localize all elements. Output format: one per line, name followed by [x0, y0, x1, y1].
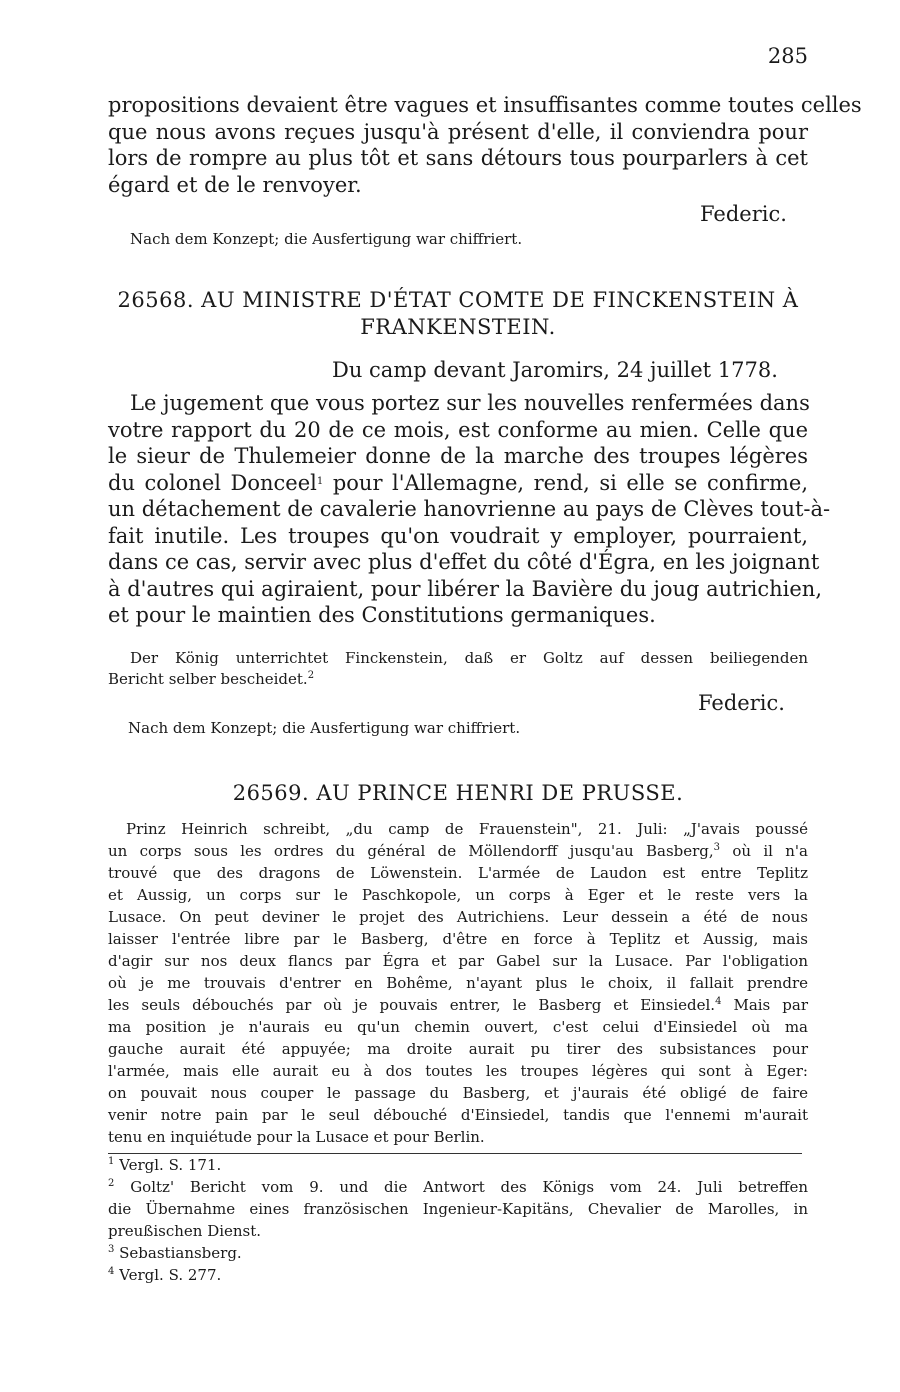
text-line: le sieur de Thulemeier donne de la marche des troupes légères [108, 444, 808, 468]
footnote-mark: 1 [108, 1156, 115, 1167]
text-line: dans ce cas, servir avec plus d'effet du côté d'Égra, en les joignant [108, 550, 820, 574]
text-line [108, 669, 808, 690]
text-fragment: les seuls débouchés par où je pouvais entrer, le Basberg et Einsiedel. [108, 996, 716, 1014]
source-note: Nach dem Konzept; die Ausfertigung war chiffriert. [128, 719, 521, 737]
text-line: et Aussig, un corps sur le Paschkopole, un corps à Eger et le reste vers la [108, 886, 808, 904]
editorial-note [108, 648, 808, 690]
text-line: où je me trouvais d'entrer en Bohême, n'ayant plus le choix, il fallait prendre [108, 974, 808, 992]
text-line: propositions devaient être vagues et insuffisantes comme toutes celles [108, 93, 862, 117]
text-line: votre rapport du 20 de ce mois, est conforme au mien. Celle que [108, 417, 808, 442]
signature-federic: Federic. [700, 202, 787, 226]
text-line: Prinz Heinrich schreibt, „du camp de Frauenstein", 21. Juli: „J'avais poussé [126, 820, 808, 838]
text-line: un détachement de cavalerie hanovrienne au pays de Clèves tout-à- [108, 497, 831, 521]
footnote-1 [108, 1154, 808, 1176]
text-line: à d'autres qui agiraient, pour libérer la Bavière du joug autrichien, [108, 576, 822, 601]
footnote-text: Vergl. S. 277. [119, 1266, 222, 1284]
text-line: que nous avons reçues jusqu'à présent d'elle, il conviendra pour [108, 119, 808, 144]
text-line: et pour le maintien des Constitutions germaniques. [108, 603, 656, 627]
text-line: gauche aurait été appuyée; ma droite aurait pu tirer des subsistances pour [108, 1040, 808, 1058]
footnote-2 [108, 1176, 808, 1198]
text-line: venir notre pain par le seul débouché d'Einsiedel, tandis que l'ennemi m'aurait [108, 1106, 808, 1124]
text-line: Der König unterrichtet Finckenstein, daß er Goltz auf dessen beiliegenden [130, 649, 808, 667]
text-line [108, 470, 808, 497]
footnote-mark: 2 [108, 1178, 115, 1189]
text-fragment: un corps sous les ordres du général de Möllendorff jusqu'au Basberg, [108, 842, 714, 860]
footnote-ref-3[interactable]: 3 [713, 842, 721, 853]
footnote-mark: 4 [108, 1266, 115, 1277]
signature-federic: Federic. [698, 691, 785, 715]
text-line: tenu en inquiétude pour la Lusace et pour Berlin. [108, 1128, 485, 1146]
footnote-mark: 3 [108, 1244, 115, 1255]
regest-paragraph [108, 818, 808, 1148]
text-line: l'armée, mais elle aurait eu à dos toutes les troupes légères qui sont à Eger: [108, 1062, 808, 1080]
footnote-3 [108, 1242, 808, 1264]
footnote-ref-4[interactable]: 4 [715, 996, 722, 1007]
text-line: on pouvait nous couper le passage du Basberg, et j'aurais été obligé de faire [108, 1084, 808, 1102]
footnotes [108, 1154, 808, 1286]
text-line: trouvé que des dragons de Löwenstein. L'armée de Laudon est entre Teplitz [108, 864, 808, 882]
text-fragment: pour l'Allemagne, rend, si elle se confirme, [323, 470, 809, 495]
footnote-2-cont: preußischen Dienst. [108, 1222, 262, 1240]
footnote-ref-1[interactable]: 1 [316, 475, 324, 487]
text-fragment: Bericht selber bescheidet. [108, 670, 308, 688]
text-line [108, 994, 808, 1016]
footnote-text: Goltz' Bericht vom 9. und die Antwort des Königs vom 24. Juli betreffen [130, 1178, 808, 1196]
text-line: Le jugement que vous portez sur les nouvelles renfermées dans [130, 391, 810, 415]
footnote-ref-2[interactable]: 2 [307, 670, 315, 681]
footnote-2-cont: die Übernahme eines französischen Ingenieur-Kapitäns, Chevalier de Marolles, in [108, 1200, 808, 1218]
continuation-paragraph [108, 92, 862, 198]
text-line: ma position je n'aurais eu qu'un chemin ouvert, c'est celui d'Einsiedel où ma [108, 1018, 808, 1036]
source-note: Nach dem Konzept; die Ausfertigung war chiffriert. [130, 230, 523, 248]
text-line [108, 840, 808, 862]
text-fragment: du colonel Donceel [108, 470, 317, 495]
text-line: lors de rompre au plus tôt et sans détours tous pourparlers à cet [108, 146, 808, 170]
letter-heading-26569: 26569. AU PRINCE HENRI DE PRUSSE. [232, 781, 684, 805]
heading-line: 26568. AU MINISTRE D'ÉTAT COMTE DE FINCKENSTEIN À [117, 288, 799, 312]
dateline: Du camp devant Jaromirs, 24 juillet 1778. [332, 358, 778, 382]
heading-line: FRANKENSTEIN. [360, 315, 556, 339]
letter-body-26568 [108, 390, 831, 629]
text-fragment: Mais par [721, 996, 808, 1014]
footnote-text: Sebastiansberg. [119, 1244, 242, 1262]
footnote-4 [108, 1264, 808, 1286]
text-line: égard et de le renvoyer. [108, 172, 362, 197]
text-fragment: où il n'a [720, 842, 808, 860]
footnote-text: Vergl. S. 171. [119, 1156, 222, 1174]
text-line: fait inutile. Les troupes qu'on voudrait y employer, pourraient, [108, 523, 808, 548]
letter-heading-26568 [108, 287, 808, 341]
page-number: 285 [767, 44, 808, 68]
text-line: laisser l'entrée libre par le Basberg, d'être en force à Teplitz et Aussig, mais [108, 930, 808, 948]
text-line: d'agir sur nos deux flancs par Égra et par Gabel sur la Lusace. Par l'obligation [108, 952, 808, 970]
text-line: Lusace. On peut deviner le projet des Autrichiens. Leur dessein a été de nous [108, 908, 808, 926]
